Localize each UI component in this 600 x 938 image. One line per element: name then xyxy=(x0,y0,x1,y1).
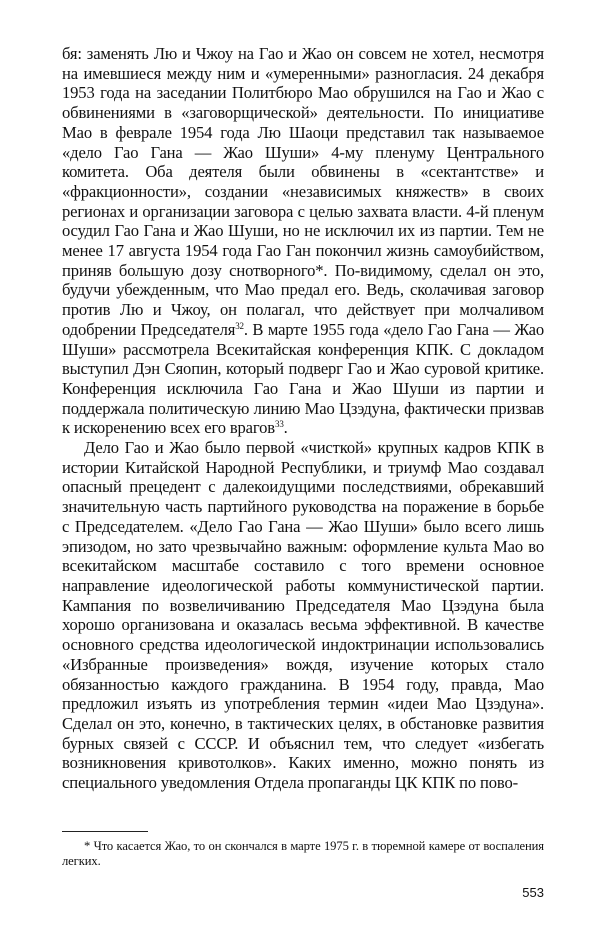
footnote: * Что касается Жао, то он скончался в марте 1975 г. в тюремной камере от воспаления легких. xyxy=(62,839,544,868)
paragraph-1 xyxy=(62,44,544,438)
endnote-ref-33: 33 xyxy=(274,419,284,430)
endnote-ref-32: 32 xyxy=(235,320,244,331)
paragraph-1-text: бя: заменять Лю и Чжоу на Гао и Жао он совсем не хотел, несмотря на имевшиеся между ним и «умеренными» разногласия. 24 декабря 1953 года на заседании Политбюро Мао обрушился на Гао и Жао с обвинениями в «заговорщической» деятельности. По инициативе Мао в феврале 1954 года Лю Шаоци представил так называемое «дело Гао Гана — Жао Шуши» 4-му пленуму Центрального комитета. Оба деятеля были обвинены в «сектантстве» и «фракционности», создании «независимых княжеств» в своих регионах и организации заговора с целью захвата власти. 4-й пленум осудил Гао Гана и Жао Шуши, но не исключил их из партии. Тем не менее 17 августа 1954 года Гао Ган покончил жизнь самоубийством, приняв большую дозу снотворного*. По-видимому, сделал он это, будучи убежденным, что Мао предал его. Ведь, сколачивая заговор против Лю и Чжоу, он полагал, что действует при молчаливом одобрении Председателя xyxy=(62,44,544,339)
page-number: 553 xyxy=(522,885,544,900)
paragraph-1-text-cont: . В марте 1955 года «дело Гао Гана — Жао Шуши» рассмотрела Всекитайская конференция КПК. С докладом выступил Дэн Сяопин, который подверг Гао и Жао суровой критике. Конференция исключила Гао Гана и Жао Шуши из партии и поддержала политическую линию Мао Цзэдуна, фактически призвав к искоренению всех его врагов xyxy=(62,319,544,438)
paragraph-2: Дело Гао и Жао было первой «чисткой» крупных кадров КПК в истории Китайской Народной Республики, и триумф Мао создавал опасный прецедент с далекоидущими последствиями, обрекавший значительную часть партийного руководства на поражение в борьбе с Председателем. «Дело Гао Гана — Жао Шуши» было всего лишь эпизодом, но зато чрезвычайно важным: оформление культа Мао во всекитайском масштабе составило с того времени основное направление идеологической работы коммунистической партии. Кампания по возвеличиванию Председателя Мао Цзэдуна была хорошо организована и оказалась весьма эффективной. В качестве основного средства идеологической индоктринации использовались «Избранные произведения» вождя, изучение которых стало обязанностью каждого гражданина. В 1954 году, правда, Мао предложил изъять из употребления термин «идеи Мао Цзэдуна». Сделал он это, конечно, в тактических целях, в обстановке развития бурных связей с СССР. И объяснил тем, что следует «избегать возникновения кривотолков». Каких именно, можно понять из специального уведомления Отдела пропаганды ЦК КПК по пово- xyxy=(62,438,544,793)
footnote-divider xyxy=(62,831,148,832)
paragraph-1-text-end: . xyxy=(283,418,288,438)
page-body xyxy=(62,44,544,793)
